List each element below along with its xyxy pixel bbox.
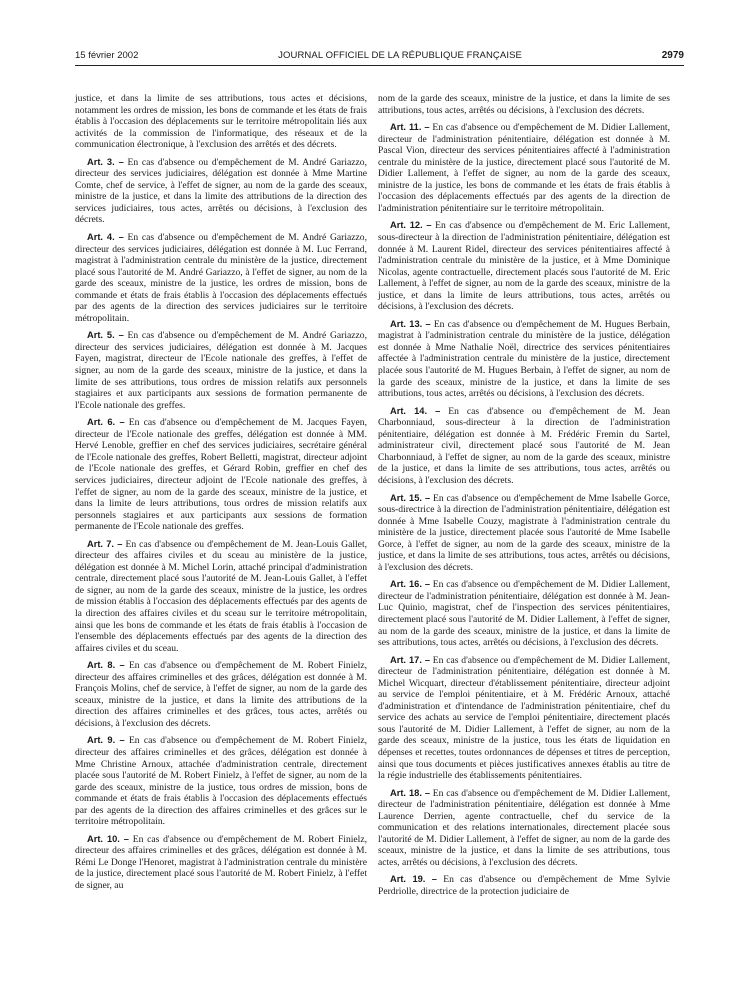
article-number: Art. 13. – [390, 318, 431, 329]
right-column [378, 93, 670, 904]
article-number: Art. 18. – [390, 787, 431, 798]
article-number: Art. 3. – [87, 156, 124, 167]
article-text: En cas d'absence ou d'empêchement de M. Robert Finielz, directeur des affaires criminelles et des grâces, délégation est donnée à M. Rémi Le Donge l'Henoret, magistrat à l'administration centrale du ministère de la justice, directement placé sous l'autorité de M. Robert Finielz, à l'effet de signer, au [75, 833, 367, 891]
article-paragraph [75, 330, 367, 411]
article-text: En cas d'absence ou d'empêchement de M. André Gariazzo, directeur des services judiciaires, délégation est donnée à M. Jacques Fayen, magistrat, directeur de l'Ecole nationale des greffes, à l'effet de signer, au nom de la garde des sceaux, ministre de la justice, et dans la limite de ses attributions, tous ordres de mission relatifs aux personnels stagiaires et aux participants aux sessions de formation permanente de l'Ecole nationale des greffes. [75, 330, 368, 411]
article-text: En cas d'absence ou d'empêchement de M. Hugues Berbain, magistrat à l'administration centrale du ministère de la justice, délégation est donnée à Mme Nathalie Noël, directrice des services pénitentiaires affectée à l'administration centrale du ministère de la justice, directement placée sous l'autorité de M. Hugues Berbain, à l'effet de signer, au nom de la garde des sceaux, ministre de la justice, et dans la limite de ses attributions, tous actes, arrêtés ou décisions, à l'exclusion des décrets. [378, 318, 670, 400]
article-number: Art. 15. – [390, 492, 431, 503]
article-text: En cas d'absence ou d'empêchement de M. Didier Lallement, directeur de l'administration pénitentiaire, délégation est donnée à Mme Laurence Derrien, agente contractuelle, chef du service de la communication et des relations internationales, directement placée sous l'autorité de M. Didier Lallement, à l'effet de signer, au nom de la garde des sceaux, ministre de la justice, et dans la limite de ses attributions, tous actes, arrêtés ou décisions, à l'exclusion des décrets. [378, 787, 670, 868]
article-text: En cas d'absence ou d'empêchement de M. Didier Lallement, directeur de l'administration pénitentiaire, délégation est donnée à M. Jean-Luc Quinio, magistrat, chef de l'inspection des services pénitentiaires, directement placé sous l'autorité de M. Didier Lallement, à l'effet de signer, au nom de la garde des sceaux, ministre de la justice, et dans la limite de ses attributions, tous actes, arrêtés ou décisions, à l'exclusion des décrets. [378, 579, 670, 649]
article-paragraph [75, 417, 367, 532]
article-paragraph [378, 93, 670, 116]
article-paragraph [75, 539, 367, 654]
article-number: Art. 4. – [87, 232, 124, 243]
article-text: En cas d'absence ou d'empêchement de M. Eric Lallement, sous-directeur à la direction de l'administration pénitentiaire, délégation est donnée à M. Laurent Ridel, directeur des services pénitentiaires affecté à l'administration centrale du ministère de la justice, et à Mme Dominique Nicolas, agente contractuelle, directement placés sous l'autorité de M. Eric Lallement, à l'effet de signer, au nom de la garde des sceaux, ministre de la justice, et dans la limite de leurs attributions, tous actes, arrêtés ou décisions, à l'exclusion des décrets. [378, 220, 670, 313]
article-paragraph [378, 493, 670, 574]
article-paragraph [378, 406, 670, 487]
article-number: Art. 8. – [87, 660, 125, 671]
article-paragraph [75, 157, 367, 226]
article-paragraph [75, 735, 367, 827]
article-text: En cas d'absence ou d'empêchement de Mme Sylvie Perdriolle, directrice de la protection judiciaire de [378, 874, 670, 897]
article-text: En cas d'absence ou d'empêchement de M. Robert Finielz, directeur des affaires criminelles et des grâces, délégation est donnée à Mme Christine Arnoux, attachée d'administration centrale, directement placée sous l'autorité de M. Robert Finielz, à l'effet de signer, au nom de la garde des sceaux, ministre de la justice, tous ordres de mission, bons de commande et états de frais établis à l'occasion des déplacements effectués par des agents de la direction des affaires criminelles et des grâces sur le territoire métropolitain. [75, 735, 367, 828]
article-text: En cas d'absence ou d'empêchement de M. Robert Finielz, directeur des affaires criminelles et des grâces, délégation est donnée à M. François Molins, chef de service, à l'effet de signer, au nom de la garde des sceaux, ministre de la justice, et dans la limite des attributions de la direction des affaires criminelles et des grâces, tous actes, arrêtés ou décisions, à l'exclusion des décrets. [75, 660, 367, 729]
article-text: justice, et dans la limite de ses attributions, tous actes et décisions, notamment les ordres de mission, les bons de commande et les états de frais établis à l'occasion des déplacements sur le territoire métropolitain liés aux activités de la commission de l'informatique, des réseaux et de la communication électronique, à l'exclusion des arrêtés et des décrets. [75, 93, 367, 151]
header-rule [75, 65, 684, 66]
article-text: En cas d'absence ou d'empêchement de M. André Gariazzo, directeur des services judiciaires, délégation est donnée à Mme Martine Comte, chef de service, à l'effet de signer, au nom de la garde des sceaux, ministre de la justice, et dans la limite des attributions de la direction des services judiciaires, tous actes, arrêtés ou décisions, à l'exclusion des décrets. [75, 156, 368, 226]
article-number: Art. 16. – [390, 579, 431, 590]
left-column [75, 93, 367, 898]
article-text: En cas d'absence ou d'empêchement de M. Didier Lallement, directeur de l'administration pénitentiaire, délégation est donnée à M. Pascal Vion, directeur des services pénitentiaires affecté à l'administration centrale du ministère de la justice, directement placé sous l'autorité de M. Didier Lallement, à l'effet de signer, au nom de la garde des sceaux, ministre de la justice, les bons de commande et les états de frais établis à l'occasion des déplacements effectués par des agents de la direction de l'administration pénitentiaire sur le territoire métropolitain. [378, 122, 670, 214]
article-number: Art. 19. – [390, 874, 437, 885]
article-number: Art. 5. – [87, 330, 124, 341]
article-text: En cas d'absence ou d'empêchement de M. Jacques Fayen, directeur de l'Ecole nationale des greffes, délégation est donnée à MM. Hervé Lenoble, greffier en chef des services judiciaires, secrétaire général de l'Ecole nationale des greffes, Robert Belletti, magistrat, directeur adjoint de l'Ecole nationale des greffes, et Gérard Robin, greffier en chef des services judiciaires, directeur adjoint de l'Ecole nationale des greffes, à l'effet de signer, au nom de la garde des sceaux, ministre de la justice, et dans la limite de leurs attributions, tous ordres de mission relatifs aux personnels stagiaires et aux participants aux sessions de formation permanente de l'Ecole nationale des greffes. [75, 417, 367, 533]
article-paragraph [75, 660, 367, 729]
page-header [75, 47, 684, 63]
article-number: Art. 17. – [390, 654, 431, 665]
article-number: Art. 9. – [87, 735, 125, 746]
article-text: En cas d'absence ou d'empêchement de Mme Isabelle Gorce, sous-directrice à la direction de l'administration pénitentiaire, délégation est donnée à Mme Isabelle Couzy, magistrate à l'administration centrale du ministère de la justice, directement placée sous l'autorité de Mme Isabelle Gorce, à l'effet de signer, au nom de la garde des sceaux, ministre de la justice, et dans la limite de ses attributions, tous actes, arrêtés ou décisions, à l'exclusion des décrets. [378, 492, 670, 573]
article-paragraph [378, 122, 670, 214]
article-number: Art. 11. – [390, 122, 430, 133]
article-text: En cas d'absence ou d'empêchement de M. André Gariazzo, directeur des services judiciaires, délégation est donnée à M. Luc Ferrand, magistrat à l'administration centrale du ministère de la justice, directement placé sous l'autorité de M. André Gariazzo, à l'effet de signer, au nom de la garde des sceaux, ministre de la justice, les ordres de mission, bons de commande et états de frais établis à l'occasion des déplacements effectués par des agents de la direction des services judiciaires sur le territoire métropolitain. [75, 232, 368, 324]
article-number: Art. 7. – [87, 538, 123, 549]
article-paragraph [75, 834, 367, 892]
article-number: Art. 14. – [390, 405, 441, 416]
article-number: Art. 12. – [390, 220, 432, 231]
article-paragraph [378, 579, 670, 648]
article-paragraph [75, 93, 367, 151]
article-paragraph [378, 788, 670, 869]
header-page-number: 2979 [661, 49, 684, 61]
article-number: Art. 10. – [87, 833, 129, 844]
article-text: En cas d'absence ou d'empêchement de M. Jean Charbonniaud, sous-directeur à la direction de l'administration pénitentiaire, délégation est donnée à M. Frédéric Fremin du Sartel, administrateur civil, directement placé sous l'autorité de M. Jean Charbonniaud, à l'effet de signer, au nom de la garde des sceaux, ministre de la justice, et dans la limite de ses attributions, tous actes, arrêtés ou décisions, à l'exclusion des décrets. [378, 405, 670, 486]
article-text: En cas d'absence ou d'empêchement de M. Didier Lallement, directeur de l'administration pénitentiaire, délégation est donnée à M. Michel Wicquart, directeur d'établissement pénitentiaire, directeur adjoint au service de l'emploi pénitentiaire, et à M. Frédéric Arnoux, attaché d'administration et d'intendance de l'administration pénitentiaire, chef du service des achats au service de l'emploi pénitentiaire, directement placés sous l'autorité de M. Didier Lallement, à l'effet de signer, au nom de la garde des sceaux, ministre de la justice, tous les états de liquidation en dépenses et recettes, toutes ordonnances de dépenses et titres de perception, ainsi que tous documents et pièces justificatives annexes établis au titre de la régie industrielle des établissements pénitentiaires. [378, 654, 670, 782]
article-paragraph [75, 232, 367, 324]
article-number: Art. 6. – [87, 417, 125, 428]
header-date: 15 février 2002 [75, 49, 139, 61]
article-text: nom de la garde des sceaux, ministre de la justice, et dans la limite de ses attributions, tous actes, arrêtés ou décisions, à l'exclusion des décrets. [378, 93, 670, 116]
header-journal-title: JOURNAL OFFICIEL DE LA RÉPUBLIQUE FRANÇAISE [278, 49, 522, 61]
article-paragraph [378, 874, 670, 897]
article-paragraph [378, 220, 670, 312]
article-paragraph [378, 655, 670, 782]
article-paragraph [378, 319, 670, 400]
article-text: En cas d'absence ou d'empêchement de M. Jean-Louis Gallet, directeur des affaires civiles et du sceau au ministère de la justice, délégation est donnée à M. Michel Lorin, attaché principal d'administration centrale, directement placé sous l'autorité de M. Jean-Louis Gallet, à l'effet de signer, au nom de la garde des sceaux, ministre de la justice, les ordres de mission établis à l'occasion des déplacements effectués par des agents de la direction des affaires civiles et du sceau sur le territoire métropolitain, ainsi que les bons de commande et les états de frais établis à l'occasion de l'ensemble des déplacements effectués par des agents de la direction des affaires civiles et du sceau. [75, 538, 368, 654]
